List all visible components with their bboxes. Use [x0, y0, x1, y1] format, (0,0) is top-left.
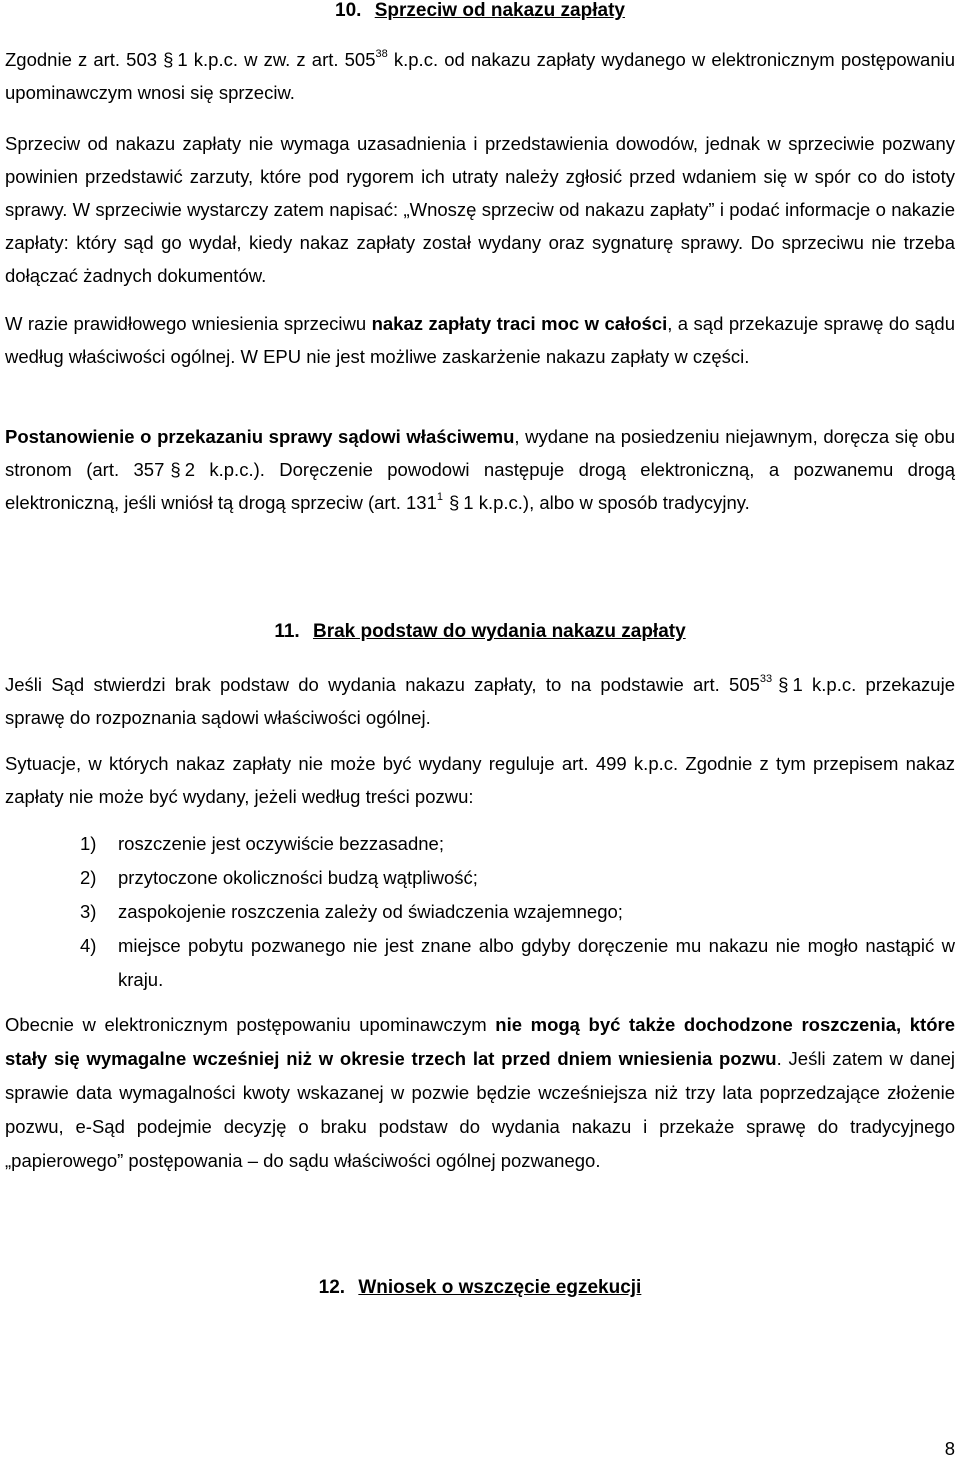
section-11-paragraph-1	[5, 668, 955, 734]
text-run: 2 k.p.c.). Doręczenie powodowi następuje drogą elektroniczną, a pozwanemu drogą elektroniczną, jeśli wniósł tą drogą sprzeciw (art. 131	[5, 459, 955, 513]
bold-text: Postanowienie o przekazaniu sprawy sądowi właściwemu	[5, 426, 515, 447]
conditions-list	[80, 827, 955, 997]
section-10-paragraph-1	[5, 43, 955, 109]
section-10-paragraph-2: Sprzeciw od nakazu zapłaty nie wymaga uzasadnienia i przedstawienia dowodów, jednak w sprzeciwie pozwany powinien przedstawić zarzuty, które pod rygorem ich utraty należy zgłosić przed wdaniem się w spór co do istoty sprawy. W sprzeciwie wystarczy zatem napisać: „Wnoszę sprzeciw od nakazu zapłaty” i podać informacje o nakazie zapłaty: który sąd go wydał, kiedy nakaz zapłaty został wydany oraz sygnaturę sprawy. Do sprzeciwu nie trzeba dołączać żadnych dokumentów.	[5, 133, 955, 286]
section-sign: §	[170, 459, 181, 480]
section-sign: §	[163, 49, 174, 70]
text-run: 1 k.p.c. przekazuje sprawę do rozpoznania sądowi właściwości ogólnej.	[5, 674, 955, 728]
section-10-paragraph-3	[5, 307, 955, 373]
list-item-text: miejsce pobytu pozwanego nie jest znane albo gdyby doręczenie mu nakazu nie mogło nastąpić w kraju.	[118, 935, 955, 990]
section-sign: §	[778, 674, 789, 695]
superscript: 38	[375, 48, 388, 60]
text-run: , wydane na posiedzeniu niejawnym, doręcza się obu stronom (art. 357	[5, 426, 955, 480]
section-10-paragraph-4	[5, 420, 955, 519]
superscript: 1	[436, 491, 443, 503]
section-12-title: Wniosek o wszczęcie egzekucji	[358, 1277, 642, 1298]
text-run: 1 k.p.c. w zw. z art. 505	[177, 49, 376, 70]
section-11-number: 11.	[274, 621, 300, 642]
list-item-text: przytoczone okoliczności budzą wątpliwość;	[118, 867, 478, 888]
text-run: 1 k.p.c.), albo w sposób tradycyjny.	[463, 492, 750, 513]
list-item-text: zaspokojenie roszczenia zależy od świadczenia wzajemnego;	[118, 901, 623, 922]
list-item-text: roszczenie jest oczywiście bezzasadne;	[118, 833, 444, 854]
list-item	[80, 827, 955, 861]
section-sign: §	[448, 492, 460, 513]
text-run: Obecnie w elektronicznym postępowaniu upominawczym	[5, 1014, 487, 1035]
list-item	[80, 861, 955, 895]
superscript: 33	[759, 673, 773, 685]
section-10-heading	[0, 0, 960, 22]
page-number: 8	[944, 1438, 955, 1459]
section-11-title: Brak podstaw do wydania nakazu zapłaty	[312, 621, 686, 642]
list-number: 1)	[80, 833, 97, 854]
text-run: Jeśli Sąd stwierdzi brak podstaw do wydania nakazu zapłaty, to na podstawie art. 505	[5, 674, 760, 695]
list-number: 4)	[80, 935, 97, 956]
section-12-number: 12.	[318, 1277, 346, 1298]
list-number: 3)	[80, 901, 97, 922]
list-item	[80, 895, 955, 929]
text-run: . Jeśli zatem w danej sprawie data wymagalności kwoty wskazanej w pozwie będzie wcześniejsza niż trzy lata poprzedzające złożenie pozwu, e-Sąd podejmie decyzję o braku podstaw do wydania nakazu i przekaże sprawę do tradycyjnego „papierowego” postępowania – do sądu właściwości ogólnej pozwanego.	[5, 1048, 955, 1171]
section-12-heading	[0, 1277, 960, 1299]
section-10-number: 10.	[335, 0, 362, 21]
section-10-title: Sprzeciw od nakazu zapłaty	[374, 0, 625, 21]
bold-text: nakaz zapłaty traci moc w całości	[371, 313, 668, 334]
text-run: W razie prawidłowego wniesienia sprzeciwu	[5, 313, 367, 334]
section-11-paragraph-2: Sytuacje, w których nakaz zapłaty nie może być wydany reguluje art. 499 k.p.c. Zgodnie z tym przepisem nakaz zapłaty nie może być wydany, jeżeli według treści pozwu:	[5, 753, 955, 807]
text-run: k.p.c. od nakazu zapłaty wydanego w elektronicznym postępowaniu upominawczym wnosi się sprzeciw.	[5, 49, 956, 103]
section-11-paragraph-3	[5, 1008, 955, 1178]
section-11-heading	[0, 621, 960, 643]
list-number: 2)	[80, 867, 97, 888]
text-run: Zgodnie z art. 503	[5, 49, 158, 70]
text-run: , a sąd przekazuje sprawę do sądu według właściwości ogólnej. W EPU nie jest możliwe zaskarżenie nakazu zapłaty w części.	[5, 313, 955, 367]
list-item	[80, 929, 955, 997]
bold-text: nie mogą być także dochodzone roszczenia, które stały się wymagalne wcześniej niż w okresie trzech lat przed dniem wniesienia pozwu	[5, 1014, 956, 1069]
